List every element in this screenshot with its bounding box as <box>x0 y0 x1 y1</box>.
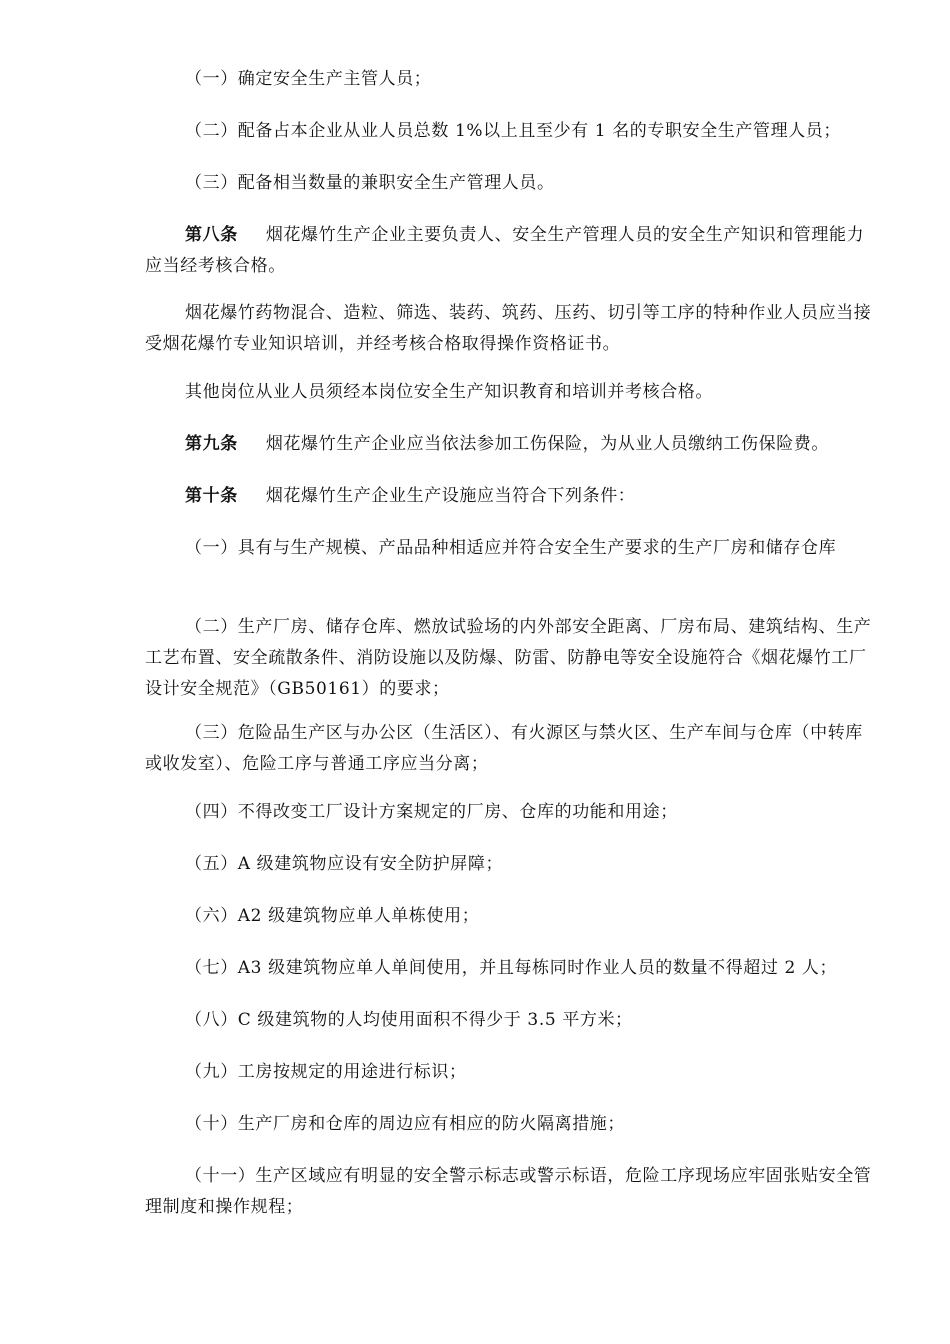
paragraph-text: （二）配备占本企业从业人员总数 1%以上且至少有 1 名的专职安全生产管理人员； <box>185 121 841 141</box>
paragraph-other-staff <box>145 377 880 408</box>
paragraph-text: （三）危险品生产区与办公区（生活区）、有火源区与禁火区、生产车间与仓库（中转库或收发室）、危险工序与普通工序应当分离； <box>145 723 863 774</box>
paragraph-text: （一）确定安全生产主管人员； <box>185 69 432 89</box>
paragraph-text: 其他岗位从业人员须经本岗位安全生产知识教育和培训并考核合格。 <box>185 382 713 402</box>
paragraph-text: （二）生产厂房、储存仓库、燃放试验场的内外部安全距离、厂房布局、建筑结构、生产工艺布置、安全疏散条件、消防设施以及防爆、防雷、防静电等安全设施符合《烟花爆竹工厂设计安全规范》（GB50161）的要求； <box>145 617 872 699</box>
paragraph-item-10 <box>145 1109 880 1140</box>
paragraph-text: （四）不得改变工厂设计方案规定的厂房、仓库的功能和用途； <box>185 802 678 822</box>
paragraph-item-1 <box>145 64 880 95</box>
paragraph-text: 烟花爆竹药物混合、造粒、筛选、装药、筑药、压药、切引等工序的特种作业人员应当接受烟花爆竹专业知识培训，并经考核合格取得操作资格证书。 <box>145 303 872 354</box>
paragraph-text: （三）配备相当数量的兼职安全生产管理人员。 <box>185 173 555 193</box>
paragraph-text: （五）A 级建筑物应设有安全防护屏障； <box>185 854 504 874</box>
paragraph-text: （十）生产厂房和仓库的周边应有相应的防火隔离措施； <box>185 1114 625 1134</box>
paragraph-item-2 <box>145 116 880 147</box>
paragraph-text: （十一）生产区域应有明显的安全警示标志或警示标语，危险工序现场应牢固张贴安全管理制度和操作规程； <box>145 1166 872 1217</box>
paragraph-item-4 <box>145 797 880 828</box>
article-8-paragraph <box>145 220 880 282</box>
paragraph-text: （六）A2 级建筑物应单人单栋使用； <box>185 906 480 926</box>
article-10-paragraph <box>145 481 880 512</box>
paragraph-item-3 <box>145 718 880 780</box>
paragraph-item-9 <box>145 1057 880 1088</box>
paragraph-item-5 <box>145 849 880 880</box>
paragraph-text: （一）具有与生产规模、产品品种相适应并符合安全生产要求的生产厂房和储存仓库 <box>185 538 837 558</box>
article-heading: 第九条 <box>185 434 238 454</box>
article-heading: 第八条 <box>185 225 238 245</box>
paragraph-item-3 <box>145 168 880 199</box>
paragraph-item-11 <box>145 1161 880 1223</box>
paragraph-text: （八）C 级建筑物的人均使用面积不得少于 3.5 平方米； <box>185 1010 633 1030</box>
paragraph-text: （七）A3 级建筑物应单人单间使用，并且每栋同时作业人员的数量不得超过 2 人； <box>185 958 838 978</box>
paragraph-item-7 <box>145 953 880 984</box>
paragraph-text: （九）工房按规定的用途进行标识； <box>185 1062 467 1082</box>
paragraph-text: 烟花爆竹生产企业生产设施应当符合下列条件： <box>265 486 636 506</box>
paragraph-item-1 <box>145 533 880 564</box>
paragraph-text: 烟花爆竹生产企业应当依法参加工伤保险，为从业人员缴纳工伤保险费。 <box>265 434 830 454</box>
article-9-paragraph <box>145 429 880 460</box>
paragraph-text: 烟花爆竹生产企业主要负责人、安全生产管理人员的安全生产知识和管理能力应当经考核合格。 <box>145 225 865 276</box>
paragraph-special-operators <box>145 298 880 360</box>
paragraph-item-6 <box>145 901 880 932</box>
paragraph-item-2 <box>145 612 880 705</box>
paragraph-item-8 <box>145 1005 880 1036</box>
article-heading: 第十条 <box>185 486 238 506</box>
